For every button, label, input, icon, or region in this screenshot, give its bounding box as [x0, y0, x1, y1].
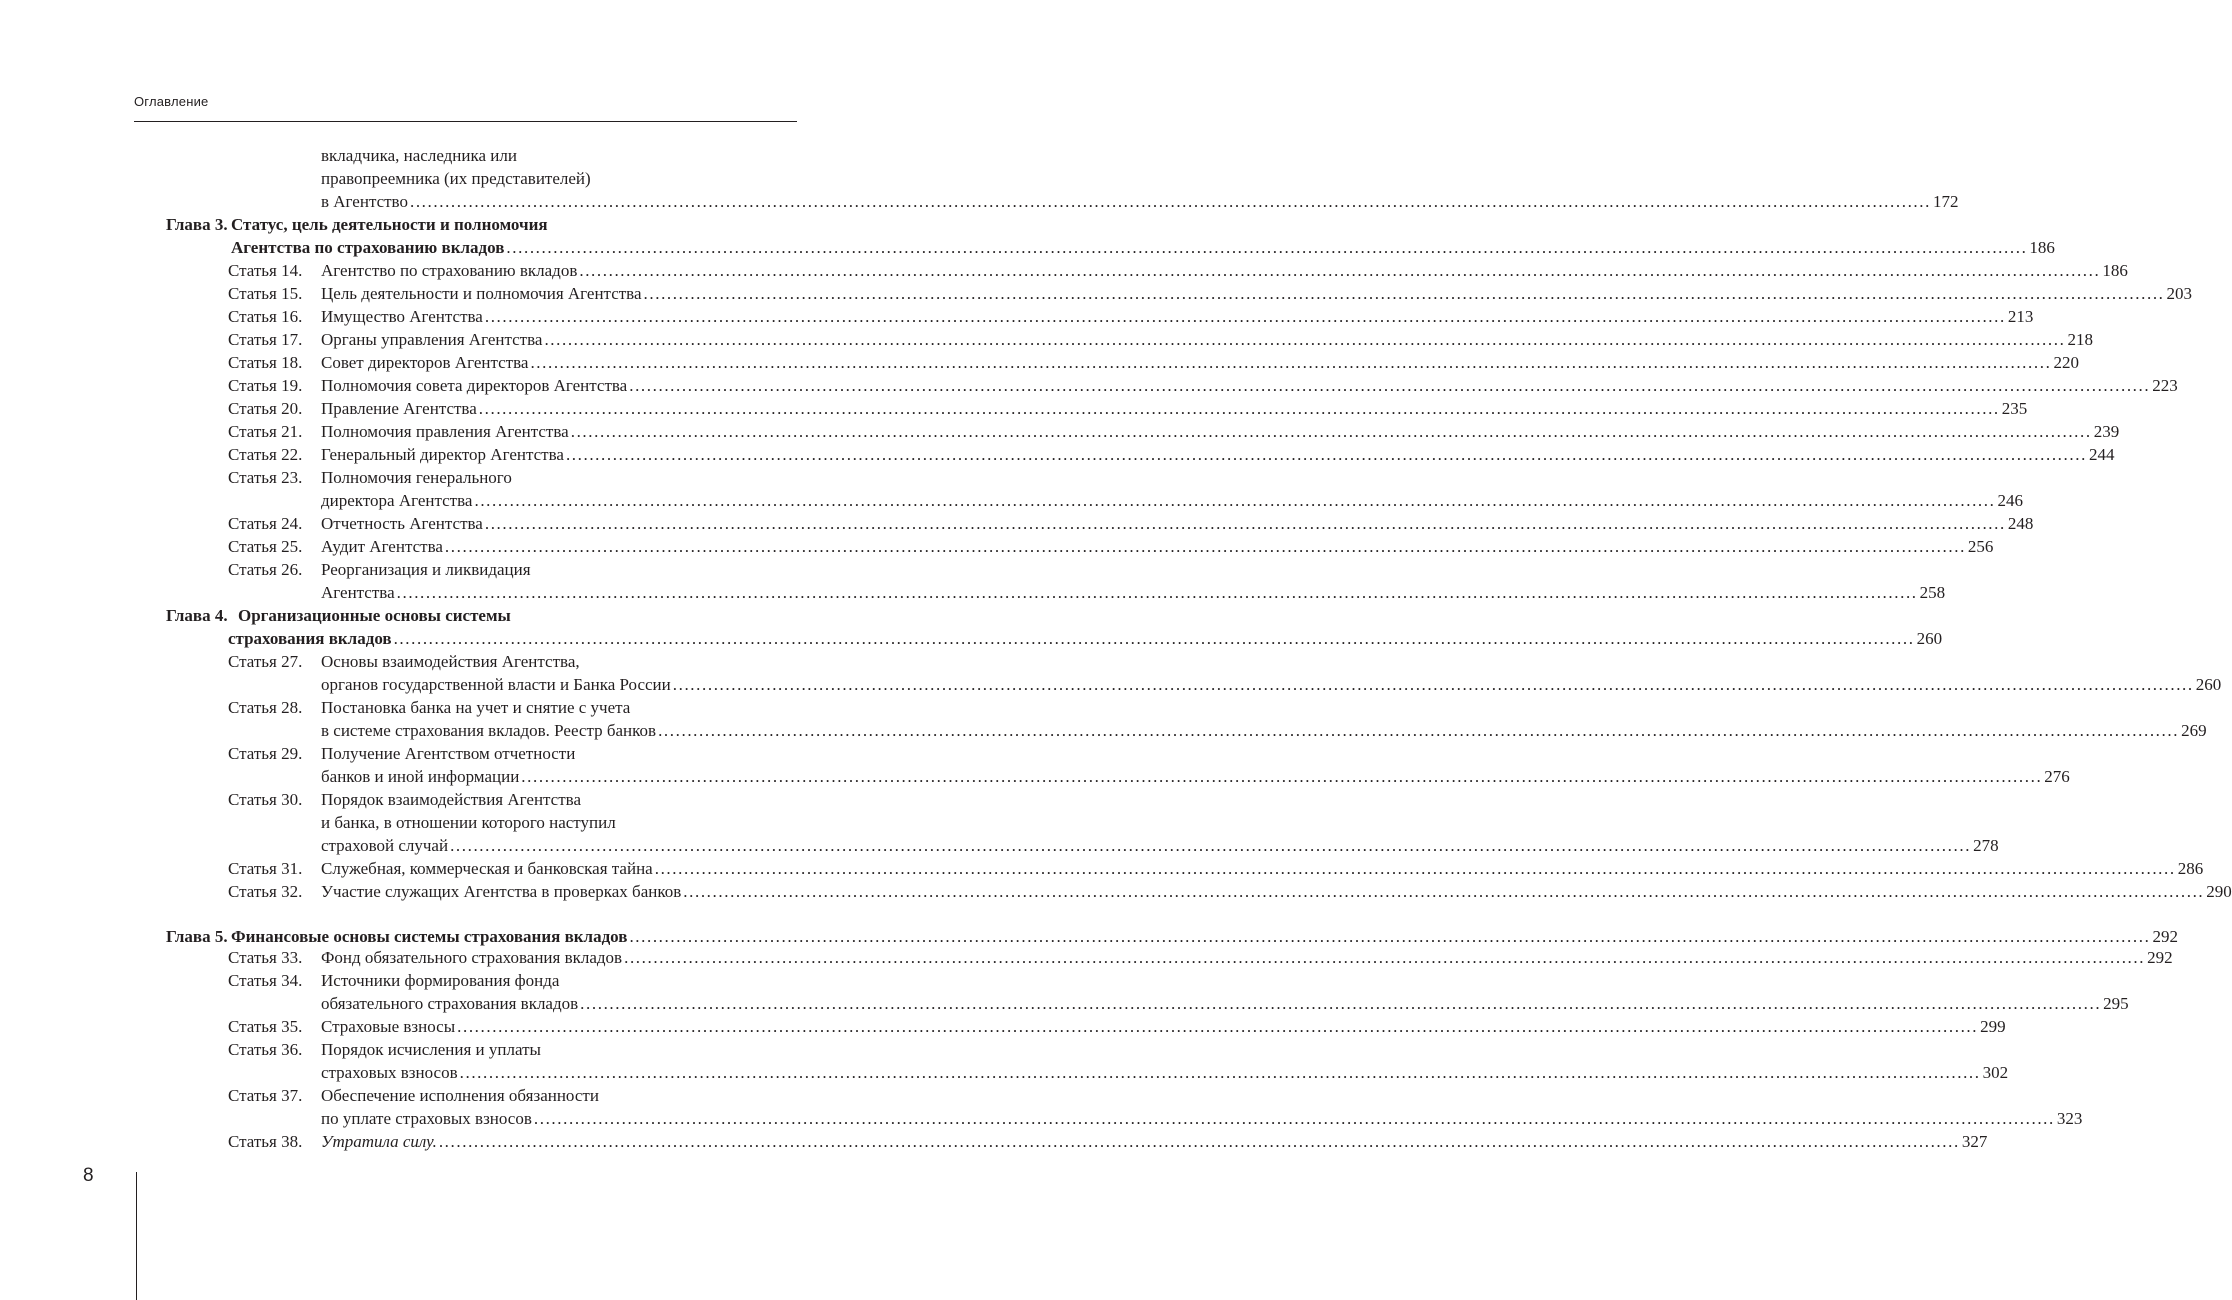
toc-entry-title: страховых взносов — [321, 1063, 458, 1082]
toc-page-number: 299 — [1980, 1017, 2006, 1036]
toc-article-27[interactable] — [321, 673, 2222, 696]
toc-article-37-line1: Обеспечение исполнения обязанности — [321, 1086, 599, 1105]
toc-article-15[interactable] — [321, 282, 2193, 305]
page-number: 8 — [83, 1165, 94, 1186]
toc-page-number: 286 — [2177, 859, 2204, 878]
toc-entry-title: Аудит Агентства — [321, 537, 443, 556]
toc-article-20[interactable] — [321, 397, 2028, 420]
folio-rule — [136, 1172, 137, 1300]
toc-article-28[interactable] — [321, 719, 2207, 742]
dot-leader: .................................................................................................................................................................................................................................................................... — [521, 767, 2043, 786]
toc-article-29-label: Статья 29. — [228, 744, 303, 763]
toc-article-31[interactable] — [321, 857, 2204, 880]
toc-chapter-4-line1: Организационные основы системы — [238, 606, 511, 625]
dot-leader: .................................................................................................................................................................................................................................................................... — [672, 675, 2194, 694]
toc-entry-title: в системе страхования вкладов. Реестр банков — [321, 721, 657, 740]
toc-page-number: 203 — [2166, 284, 2193, 303]
toc-page-number: 302 — [1982, 1063, 2009, 1082]
dot-leader: .................................................................................................................................................................................................................................................................... — [580, 994, 2102, 1013]
toc-article-32[interactable] — [321, 880, 2232, 903]
toc-page-number: 276 — [2044, 767, 2070, 786]
dot-leader: .................................................................................................................................................................................................................................................................... — [544, 330, 2066, 349]
dot-leader: .................................................................................................................................................................................................................................................................... — [654, 859, 2176, 878]
dot-leader: .................................................................................................................................................................................................................................................................... — [396, 583, 1918, 602]
dot-leader: .................................................................................................................................................................................................................................................................... — [409, 192, 1931, 211]
dot-leader: .................................................................................................................................................................................................................................................................... — [393, 629, 1915, 648]
toc-article-24-label: Статья 24. — [228, 514, 303, 533]
toc-entry-title: Страховые взносы — [321, 1017, 456, 1036]
toc-article-14-label: Статья 14. — [228, 261, 303, 280]
toc-article-34-line1: Источники формирования фонда — [321, 971, 560, 990]
toc-entry-title: Утратила силу. — [321, 1132, 437, 1151]
toc-entry-title: обязательного страхования вкладов — [321, 994, 579, 1013]
toc-entry-title: Цель деятельности и полномочия Агентства — [321, 284, 642, 303]
toc-page-number: 213 — [2007, 307, 2034, 326]
toc-entry-art13-line1: вкладчика, наследника или — [321, 146, 517, 165]
toc-article-17[interactable] — [321, 328, 2093, 351]
dot-leader: .................................................................................................................................................................................................................................................................... — [478, 399, 2000, 418]
toc-article-15-label: Статья 15. — [228, 284, 303, 303]
toc-page-number: 244 — [2088, 445, 2115, 464]
dot-leader: .................................................................................................................................................................................................................................................................... — [484, 307, 2006, 326]
toc-page-number: 186 — [2029, 238, 2055, 257]
toc-article-27-label: Статья 27. — [228, 652, 303, 671]
toc-article-18[interactable] — [321, 351, 2079, 374]
toc-article-26-label: Статья 26. — [228, 560, 303, 579]
toc-page-number: 260 — [1916, 629, 1943, 648]
toc-page-number: 220 — [2053, 353, 2079, 372]
toc-page-number: 278 — [1973, 836, 1999, 855]
header-rule — [134, 121, 797, 122]
dot-leader: .................................................................................................................................................................................................................................................................... — [683, 882, 2205, 901]
toc-page-number: 246 — [1997, 491, 2023, 510]
toc-article-35-label: Статья 35. — [228, 1017, 303, 1036]
toc-page-number: 223 — [2152, 376, 2178, 395]
dot-leader: .................................................................................................................................................................................................................................................................... — [565, 445, 2087, 464]
toc-entry-title: Имущество Агентства — [321, 307, 483, 326]
toc-article-37[interactable] — [321, 1107, 2083, 1130]
toc-page-number: 248 — [2007, 514, 2034, 533]
toc-page-number: 258 — [1919, 583, 1946, 602]
dot-leader: .................................................................................................................................................................................................................................................................... — [658, 721, 2180, 740]
toc-chapter-3[interactable] — [231, 236, 2055, 259]
toc-chapter-3-line1: Статус, цель деятельности и полномочия — [231, 215, 548, 234]
toc-chapter-5-label: Глава 5. — [166, 927, 228, 946]
dot-leader: .................................................................................................................................................................................................................................................................... — [444, 537, 1966, 556]
toc-page-number: 239 — [2093, 422, 2120, 441]
toc-article-14[interactable] — [321, 259, 2128, 282]
toc-entry-art13[interactable] — [321, 190, 1959, 213]
toc-article-30-line1: Порядок взаимодействия Агентства — [321, 790, 581, 809]
toc-article-16[interactable] — [321, 305, 2034, 328]
toc-article-23-line1: Полномочия генерального — [321, 468, 512, 487]
toc-entry-title: страхования вкладов — [228, 629, 392, 648]
toc-article-36-label: Статья 36. — [228, 1040, 303, 1059]
toc-article-21-label: Статья 21. — [228, 422, 303, 441]
toc-article-29[interactable] — [321, 765, 2070, 788]
toc-page-number: 260 — [2195, 675, 2222, 694]
toc-article-26[interactable] — [321, 581, 1946, 604]
toc-entry-title: директора Агентства — [321, 491, 473, 510]
toc-page-number: 269 — [2181, 721, 2207, 740]
toc-article-29-line1: Получение Агентством отчетности — [321, 744, 576, 763]
toc-entry-title: Генеральный директор Агентства — [321, 445, 564, 464]
toc-entry-title: Участие служащих Агентства в проверках банков — [321, 882, 682, 901]
dot-leader: .................................................................................................................................................................................................................................................................... — [438, 1132, 1960, 1151]
toc-page-number: 186 — [2102, 261, 2128, 280]
toc-entry-title: Правление Агентства — [321, 399, 477, 418]
dot-leader: .................................................................................................................................................................................................................................................................... — [624, 948, 2146, 967]
toc-article-31-label: Статья 31. — [228, 859, 303, 878]
toc-entry-title: Служебная, коммерческая и банковская тайна — [321, 859, 653, 878]
toc-article-19[interactable] — [321, 374, 2178, 397]
toc-article-30[interactable] — [321, 834, 1999, 857]
toc-entry-title: Агентство по страхованию вкладов — [321, 261, 578, 280]
toc-entry-title: Финансовые основы системы страхования вкладов — [231, 927, 628, 946]
toc-article-23[interactable] — [321, 489, 2023, 512]
toc-article-25-label: Статья 25. — [228, 537, 303, 556]
toc-page-number: 295 — [2103, 994, 2129, 1013]
toc-article-32-label: Статья 32. — [228, 882, 303, 901]
toc-page-number: 327 — [1961, 1132, 1988, 1151]
toc-article-22-label: Статья 22. — [228, 445, 303, 464]
toc-article-26-line1: Реорганизация и ликвидация — [321, 560, 531, 579]
toc-article-27-line1: Основы взаимодействия Агентства, — [321, 652, 580, 671]
toc-entry-title: Фонд обязательного страхования вкладов — [321, 948, 623, 967]
toc-entry-title: Отчетность Агентства — [321, 514, 483, 533]
toc-entry-title: Агентства по страхованию вкладов — [231, 238, 505, 257]
toc-article-17-label: Статья 17. — [228, 330, 303, 349]
toc-article-30-label: Статья 30. — [228, 790, 303, 809]
dot-leader: .................................................................................................................................................................................................................................................................... — [506, 238, 2028, 257]
toc-page-number: 235 — [2001, 399, 2028, 418]
toc-article-18-label: Статья 18. — [228, 353, 303, 372]
toc-article-33-label: Статья 33. — [228, 948, 303, 967]
dot-leader: .................................................................................................................................................................................................................................................................... — [629, 376, 2151, 395]
dot-leader: .................................................................................................................................................................................................................................................................... — [450, 836, 1972, 855]
toc-entry-title: по уплате страховых взносов — [321, 1109, 532, 1128]
toc-article-23-label: Статья 23. — [228, 468, 303, 487]
toc-article-28-line1: Постановка банка на учет и снятие с учета — [321, 698, 631, 717]
dot-leader: .................................................................................................................................................................................................................................................................... — [474, 491, 1996, 510]
toc-page-number: 256 — [1967, 537, 1994, 556]
toc-article-33[interactable] — [321, 946, 2173, 969]
toc-chapter-5[interactable] — [231, 925, 2178, 948]
toc-page-number: 218 — [2067, 330, 2093, 349]
dot-leader: .................................................................................................................................................................................................................................................................... — [629, 927, 2151, 946]
toc-entry-title: в Агентство — [321, 192, 408, 211]
toc-article-25[interactable] — [321, 535, 1994, 558]
toc-chapter-4[interactable] — [228, 627, 1943, 650]
toc-article-21[interactable] — [321, 420, 2120, 443]
dot-leader: .................................................................................................................................................................................................................................................................... — [457, 1017, 1979, 1036]
toc-article-38-label: Статья 38. — [228, 1132, 303, 1151]
toc-entry-title: Совет директоров Агентства — [321, 353, 529, 372]
toc-entry-title: Органы управления Агентства — [321, 330, 543, 349]
dot-leader: .................................................................................................................................................................................................................................................................... — [533, 1109, 2055, 1128]
dot-leader: .................................................................................................................................................................................................................................................................... — [484, 514, 2006, 533]
dot-leader: .................................................................................................................................................................................................................................................................... — [570, 422, 2092, 441]
toc-page-number: 290 — [2206, 882, 2232, 901]
dot-leader: .................................................................................................................................................................................................................................................................... — [530, 353, 2052, 372]
toc-article-36-line1: Порядок исчисления и уплаты — [321, 1040, 541, 1059]
toc-article-22[interactable] — [321, 443, 2115, 466]
toc-chapter-3-label: Глава 3. — [166, 215, 228, 234]
toc-entry-art13-line2: правопреемника (их представителей) — [321, 169, 591, 188]
toc-article-30-line2: и банка, в отношении которого наступил — [321, 813, 616, 832]
toc-article-36[interactable] — [321, 1061, 2009, 1084]
toc-entry-title: Полномочия правления Агентства — [321, 422, 569, 441]
toc-article-35[interactable] — [321, 1015, 2006, 1038]
toc-article-20-label: Статья 20. — [228, 399, 303, 418]
toc-article-38[interactable] — [321, 1130, 1988, 1153]
dot-leader: .................................................................................................................................................................................................................................................................... — [579, 261, 2101, 280]
toc-article-34[interactable] — [321, 992, 2129, 1015]
toc-entry-title: Полномочия совета директоров Агентства — [321, 376, 628, 395]
toc-article-24[interactable] — [321, 512, 2034, 535]
dot-leader: .................................................................................................................................................................................................................................................................... — [643, 284, 2165, 303]
dot-leader: .................................................................................................................................................................................................................................................................... — [459, 1063, 1981, 1082]
toc-article-28-label: Статья 28. — [228, 698, 303, 717]
toc-entry-title: банков и иной информации — [321, 767, 520, 786]
toc-page-number: 323 — [2056, 1109, 2083, 1128]
toc-page-number: 172 — [1932, 192, 1959, 211]
running-header: Оглавление — [134, 94, 209, 109]
toc-entry-title: Агентства — [321, 583, 395, 602]
toc-entry-title: органов государственной власти и Банка России — [321, 675, 671, 694]
toc-article-16-label: Статья 16. — [228, 307, 303, 326]
toc-entry-title: страховой случай — [321, 836, 449, 855]
toc-page-number: 292 — [2152, 927, 2178, 946]
toc-chapter-4-label: Глава 4. — [166, 606, 228, 625]
toc-article-34-label: Статья 34. — [228, 971, 303, 990]
toc-page-number: 292 — [2147, 948, 2173, 967]
toc-article-37-label: Статья 37. — [228, 1086, 303, 1105]
toc-article-19-label: Статья 19. — [228, 376, 303, 395]
